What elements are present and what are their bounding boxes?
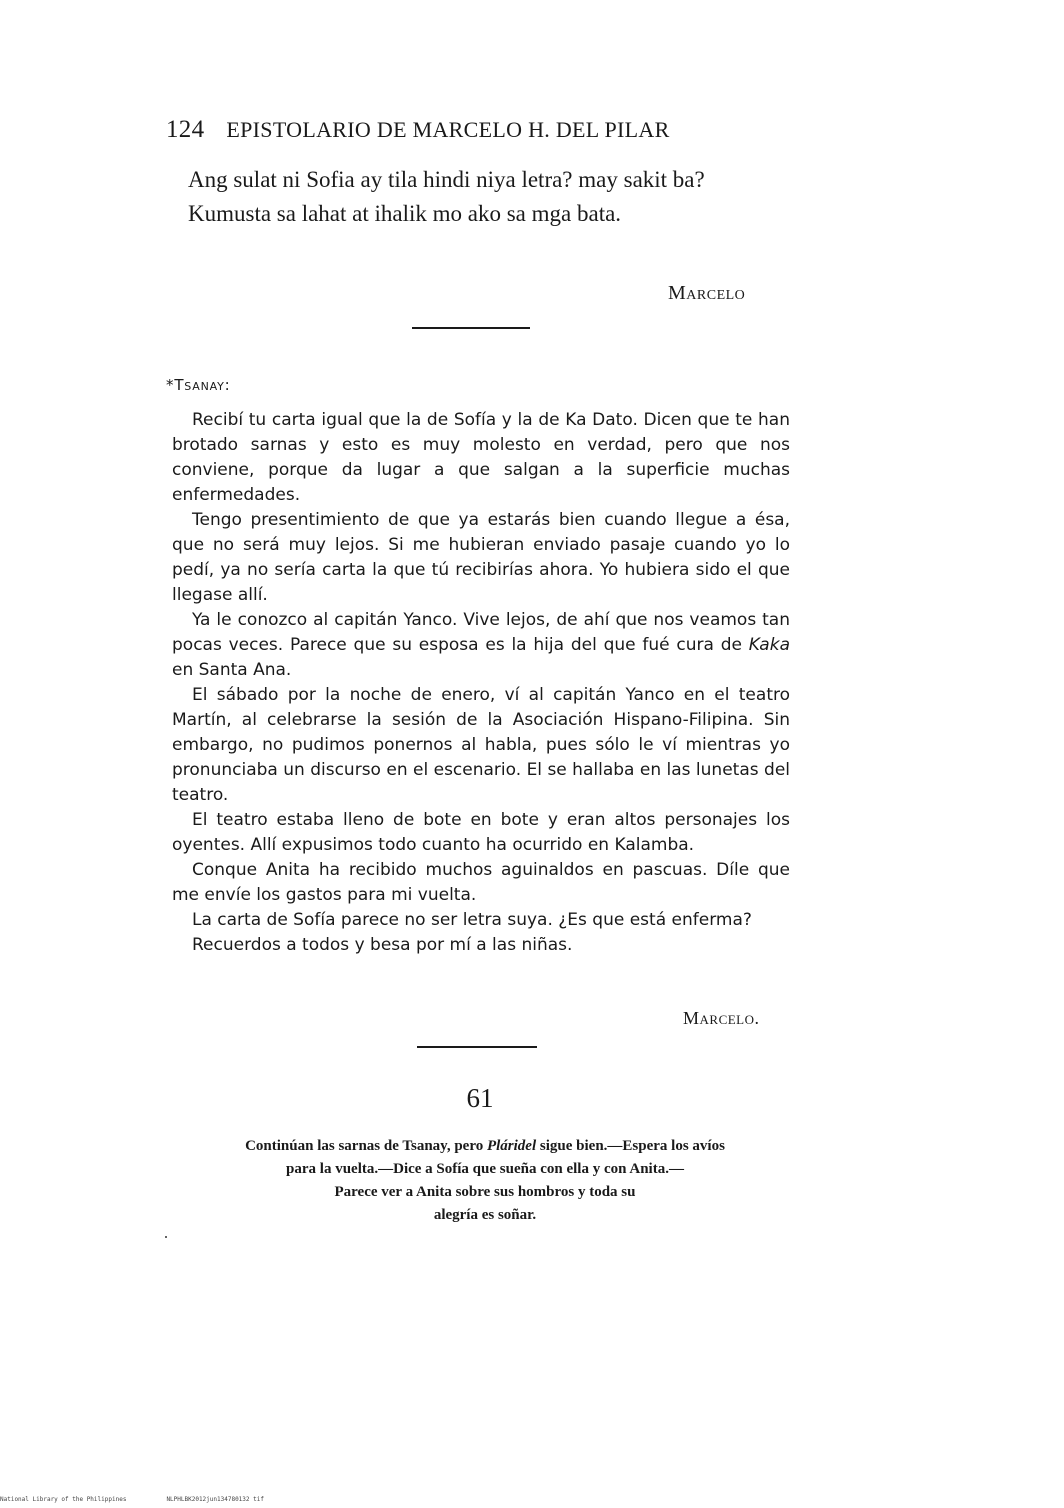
footer-code: NLPHLBK2012jun134780132 tif — [166, 1496, 264, 1503]
letter-summary — [160, 1135, 810, 1227]
summary-line-3: Parece ver a Anita sobre sus hombros y toda su — [334, 1184, 636, 1200]
tagalog-signature: Marcelo — [668, 282, 746, 304]
tagalog-paragraph-1: Ang sulat ni Sofia ay tila hindi niya letra? may sakit ba? — [188, 167, 705, 192]
summary-line-2: para la vuelta.—Dice a Sofía que sueña con ella y con Anita.— — [286, 1161, 684, 1177]
spanish-signature: Marcelo. — [683, 1008, 760, 1028]
scan-footer — [0, 1496, 304, 1503]
spanish-paragraph-6: Conque Anita ha recibido muchos aguinaldos en pascuas. Díle que me envíe los gastos para mi vuelta. — [172, 860, 790, 905]
spanish-paragraph-2: Tengo presentimiento de que ya estarás bien cuando llegue a ésa, que no será muy lejos. Si me hubieran enviado pasaje cuando yo lo pedí, ya no sería carta la que tú recibirías ahora. Yo hubiera sido el que llegase allí. — [172, 510, 790, 605]
tagalog-letter — [166, 165, 786, 233]
summary-line-4: alegría es soñar. — [433, 1207, 537, 1223]
summary-line-1: Continúan las sarnas de Tsanay, pero Pláridel sigue bien.—Espera los avíos — [245, 1138, 725, 1154]
spanish-paragraph-8: Recuerdos a todos y besa por mí a las niñas. — [192, 935, 573, 955]
section-divider-2 — [417, 1046, 537, 1048]
footnote-marker: * — [166, 376, 175, 394]
italic-word-kaka: Kaka — [748, 635, 790, 655]
letter-number: 61 — [466, 1083, 494, 1113]
spanish-paragraph-1: Recibí tu carta igual que la de Sofía y la de Ka Dato. Dicen que te han brotado sarnas y esto es muy molesto en verdad, pero que nos conviene, porque da lugar a que salgan a la superficie muchas enfermedades. — [172, 410, 790, 505]
italic-word-plaridel: Pláridel — [486, 1138, 537, 1154]
spanish-paragraph-7: La carta de Sofía parece no ser letra suya. ¿Es que está enferma? — [192, 910, 752, 930]
running-header — [166, 116, 766, 144]
spanish-paragraph-4: El sábado por la noche de enero, ví al capitán Yanco en el teatro Martín, al celebrarse la sesión de la Asociación Hispano-Filipina. Sin embargo, no pudimos ponernos al habla, pues sólo le ví mientras yo pronunciaba un discurso en el escenario. El se hallaba en las lunetas del teatro. — [172, 685, 790, 805]
tagalog-paragraph-2: Kumusta sa lahat at ihalik mo ako sa mga bata. — [188, 201, 622, 226]
scan-speck — [165, 1236, 167, 1238]
running-title: EPISTOLARIO DE MARCELO H. DEL PILAR — [226, 117, 670, 142]
footer-library: National Library of the Philippines — [0, 1496, 127, 1503]
spanish-paragraph-3: Ya le conozco al capitán Yanco. Vive lejos, de ahí que nos veamos tan pocas veces. Parece que su esposa es la hija del que fué cura de Kaka en Santa Ana. — [172, 610, 790, 680]
salutation — [166, 376, 230, 394]
page-number: 124 — [166, 116, 205, 143]
spanish-paragraph-5: El teatro estaba lleno de bote en bote y eran altos personajes los oyentes. Allí expusimos todo cuanto ha ocurrido en Kalamba. — [172, 810, 790, 855]
salutation-text: Tsanay: — [174, 376, 231, 394]
spanish-letter — [172, 408, 790, 958]
section-divider-1 — [412, 327, 530, 329]
